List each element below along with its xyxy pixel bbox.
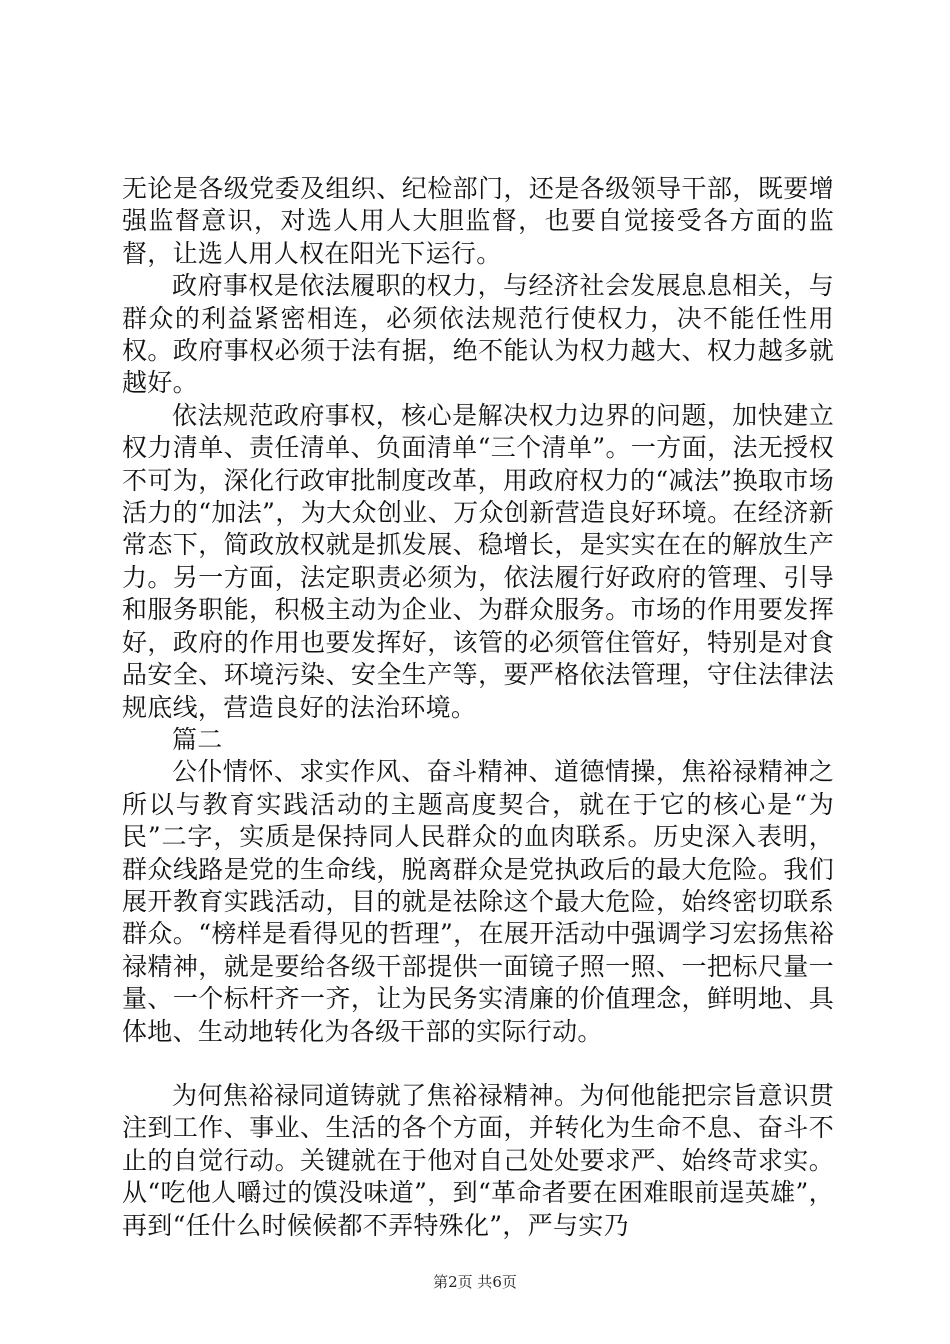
paragraph-why-jiao-yulu: 为何焦裕禄同道铸就了焦裕禄精神。为何他能把宗旨意识贯注到工作、事业、生活的各个方面，并转化为生命不息、奋斗不止的自觉行动。关键就在于他对自己处处要求严、始终苛求实。从“吃他人嚼过的馍没味道”，到“革命者要在困难眼前逞英雄”，再到“任什么时候候都不弄特殊化”，严与实乃: [122, 1080, 834, 1240]
paragraph-continued: 无论是各级党委及组织、纪检部门，还是各级领导干部，既要增强监督意识，对选人用人大胆监督，也要自觉接受各方面的监督，让选人用人权在阳光下运行。: [122, 174, 834, 268]
paragraph-government-powers: 政府事权是依法履职的权力，与经济社会发展息息相关，与群众的利益紧密相连，必须依法规范行使权力，决不能任性用权。政府事权必须于法有据，绝不能认为权力越大、权力越多就越好。: [122, 271, 834, 398]
paragraph-jiao-yulu-spirit: 公仆情怀、求实作风、奋斗精神、道德情操，焦裕禄精神之所以与教育实践活动的主题高度契合，就在于它的核心是“为民”二字，实质是保持同人民群众的血肉联系。历史深入表明，群众线路是党的生命线，脱离群众是党执政后的最大危险。我们展开教育实践活动，目的就是祛除这个最大危险，始终密切联系群众。“榜样是看得见的哲理”，在展开活动中强调学习宏扬焦裕禄精神，就是要给各级干部提供一面镜子照一照、一把标尺量一量、一个标杆齐一齐，让为民务实清廉的价值理念，鲜明地、具体地、生动地转化为各级干部的实际行动。: [122, 757, 834, 1046]
paragraph-regulate-powers: 依法规范政府事权，核心是解决权力边界的问题，加快建立权力清单、责任清单、负面清单“三个清单”。一方面，法无授权不可为，深化行政审批制度改革，用政府权力的“减法”换取市场活力的“加法”，为大众创业、万众创新营造良好环境。在经济新常态下，简政放权就是抓发展、稳增长，是实实在在的解放生产力。另一方面，法定职责必须为，依法履行好政府的管理、引导和服务职能，积极主动为企业、为群众服务。市场的作用要发挥好，政府的作用也要发挥好，该管的必须管住管好，特别是对食品安全、环境污染、安全生产等，要严格依法管理，守住法律法规底线，营造良好的法治环境。: [122, 400, 834, 722]
page-number-footer: 第2页 共6页: [433, 1273, 517, 1291]
section-heading: 篇二: [172, 724, 223, 754]
document-body: [122, 173, 834, 1242]
paragraph-spacer: [122, 1048, 834, 1080]
